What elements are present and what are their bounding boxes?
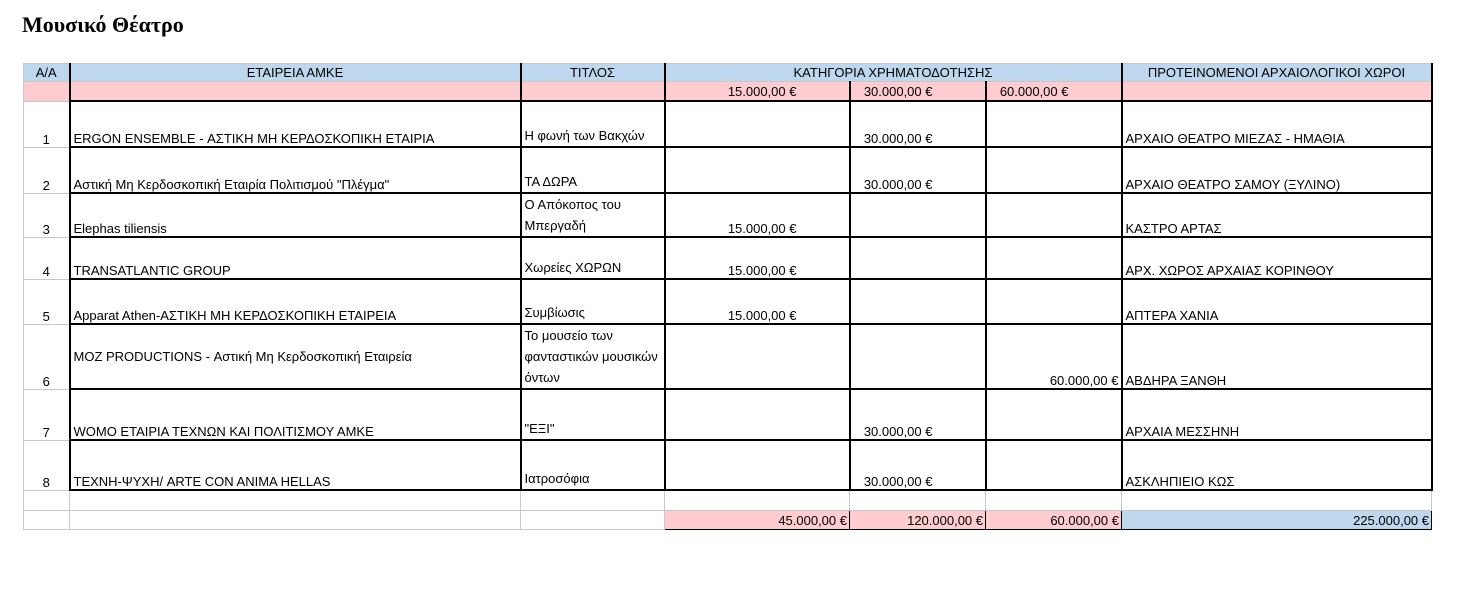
table-row — [24, 147, 1432, 193]
row-amount-15k — [665, 147, 850, 193]
category-60k: 60.000,00 € — [986, 82, 1122, 102]
row-amount-30k — [850, 324, 986, 389]
row-title: Το μουσείο των φανταστικών μουσικών όντων — [521, 324, 665, 389]
category-blank-title — [521, 82, 665, 102]
header-category: ΚΑΤΗΓΟΡΙΑ ΧΡΗΜΑΤΟΔΟΤΗΣΗΣ — [665, 64, 1122, 82]
row-amount-15k: 15.000,00 € — [665, 193, 850, 237]
category-row — [24, 82, 1432, 102]
row-company: ΤΕΧΝΗ-ΨΥΧΗ/ ARTE CON ANIMA HELLAS — [70, 440, 521, 490]
table-row — [24, 193, 1432, 237]
row-amount-60k — [986, 193, 1122, 237]
funding-table — [23, 63, 1433, 530]
header-title: ΤΙΤΛΟΣ — [521, 64, 665, 82]
row-company: Αστική Μη Κερδοσκοπική Εταιρία Πολιτισμού "Πλέγμα" — [70, 147, 521, 193]
totals-row — [24, 511, 1432, 530]
row-amount-60k — [986, 389, 1122, 440]
row-amount-30k: 30.000,00 € — [850, 389, 986, 440]
row-amount-15k — [665, 440, 850, 490]
table-row — [24, 440, 1432, 490]
row-aa: 4 — [24, 237, 70, 279]
row-site: ΚΑΣΤΡΟ ΑΡΤΑΣ — [1122, 193, 1432, 237]
header-company: ΕΤΑΙΡΕΙΑ ΑΜΚΕ — [70, 64, 521, 82]
row-amount-60k — [986, 147, 1122, 193]
row-amount-30k — [850, 193, 986, 237]
row-title: "ΕΞΙ" — [521, 389, 665, 440]
category-blank-aa — [24, 82, 70, 102]
row-amount-30k: 30.000,00 € — [850, 147, 986, 193]
category-30k: 30.000,00 € — [850, 82, 986, 102]
row-amount-15k — [665, 101, 850, 147]
category-15k: 15.000,00 € — [665, 82, 850, 102]
row-amount-15k — [665, 324, 850, 389]
row-site: ΑΡΧΑΙΟ ΘΕΑΤΡΟ ΜΙΕΖΑΣ - ΗΜΑΘΙΑ — [1122, 101, 1432, 147]
category-blank-company — [70, 82, 521, 102]
row-title: Η φωνή των Βακχών — [521, 101, 665, 147]
row-site: ΑΠΤΕΡΑ ΧΑΝΙΑ — [1122, 279, 1432, 324]
row-title: Χωρείες ΧΩΡΩΝ — [521, 237, 665, 279]
row-amount-30k — [850, 237, 986, 279]
row-aa: 6 — [24, 324, 70, 389]
row-site: ΑΣΚΛΗΠΙΕΙΟ ΚΩΣ — [1122, 440, 1432, 490]
row-amount-60k — [986, 279, 1122, 324]
table-row — [24, 279, 1432, 324]
row-amount-15k: 15.000,00 € — [665, 279, 850, 324]
header-row — [24, 64, 1432, 82]
row-amount-30k: 30.000,00 € — [850, 440, 986, 490]
totals-blank-company — [70, 511, 521, 530]
row-aa: 1 — [24, 101, 70, 147]
row-amount-30k: 30.000,00 € — [850, 101, 986, 147]
row-site: ΑΡΧΑΙΑ ΜΕΣΣΗΝΗ — [1122, 389, 1432, 440]
row-amount-15k — [665, 389, 850, 440]
row-aa: 2 — [24, 147, 70, 193]
row-site: ΑΡΧΑΙΟ ΘΕΑΤΡΟ ΣΑΜΟΥ (ΞΥΛΙΝΟ) — [1122, 147, 1432, 193]
table-row — [24, 101, 1432, 147]
grand-total: 225.000,00 € — [1122, 511, 1432, 530]
row-amount-60k — [986, 440, 1122, 490]
table-row — [24, 324, 1432, 389]
totals-blank-title — [521, 511, 665, 530]
header-aa: Α/Α — [24, 64, 70, 82]
row-company: Elephas tiliensis — [70, 193, 521, 237]
row-company: TRANSATLANTIC GROUP — [70, 237, 521, 279]
row-title: Ο Απόκοπος του Μπεργαδή — [521, 193, 665, 237]
row-title: Ιατροσόφια — [521, 440, 665, 490]
row-company: WOMO ΕΤΑΙΡΙΑ ΤΕΧΝΩΝ ΚΑΙ ΠΟΛΙΤΙΣΜΟΥ ΑΜΚΕ — [70, 389, 521, 440]
header-sites: ΠΡΟΤΕΙΝΟΜΕΝΟΙ ΑΡΧΑΙΟΛΟΓΙΚΟΙ ΧΩΡΟΙ — [1122, 64, 1432, 82]
row-aa: 3 — [24, 193, 70, 237]
totals-blank-aa — [24, 511, 70, 530]
total-60k: 60.000,00 € — [986, 511, 1122, 530]
row-aa: 8 — [24, 440, 70, 490]
row-amount-15k: 15.000,00 € — [665, 237, 850, 279]
category-blank-site — [1122, 82, 1432, 102]
row-amount-60k — [986, 101, 1122, 147]
row-company: ERGON ENSEMBLE - ΑΣΤΙΚΗ ΜΗ ΚΕΡΔΟΣΚΟΠΙΚΗ ΕΤΑΙΡΙΑ — [70, 101, 521, 147]
row-amount-30k — [850, 279, 986, 324]
spacer-row — [24, 490, 1432, 511]
total-15k: 45.000,00 € — [665, 511, 850, 530]
table-row — [24, 237, 1432, 279]
row-company: MOZ PRODUCTIONS - Αστική Μη Κερδοσκοπική Εταιρεία — [70, 324, 521, 389]
total-30k: 120.000,00 € — [850, 511, 986, 530]
row-aa: 5 — [24, 279, 70, 324]
table-row — [24, 389, 1432, 440]
page-title: Μουσικό Θέατρο — [22, 12, 184, 37]
row-site: ΑΡΧ. ΧΩΡΟΣ ΑΡΧΑΙΑΣ ΚΟΡΙΝΘΟΥ — [1122, 237, 1432, 279]
row-company: Apparat Athen-ΑΣΤΙΚΗ ΜΗ ΚΕΡΔΟΣΚΟΠΙΚΗ ΕΤΑΙΡΕΙΑ — [70, 279, 521, 324]
row-aa: 7 — [24, 389, 70, 440]
row-title: Συμβίωσις — [521, 279, 665, 324]
row-site: ΑΒΔΗΡΑ ΞΑΝΘΗ — [1122, 324, 1432, 389]
row-amount-60k — [986, 237, 1122, 279]
row-amount-60k: 60.000,00 € — [986, 324, 1122, 389]
row-title: ΤΑ ΔΩΡΑ — [521, 147, 665, 193]
